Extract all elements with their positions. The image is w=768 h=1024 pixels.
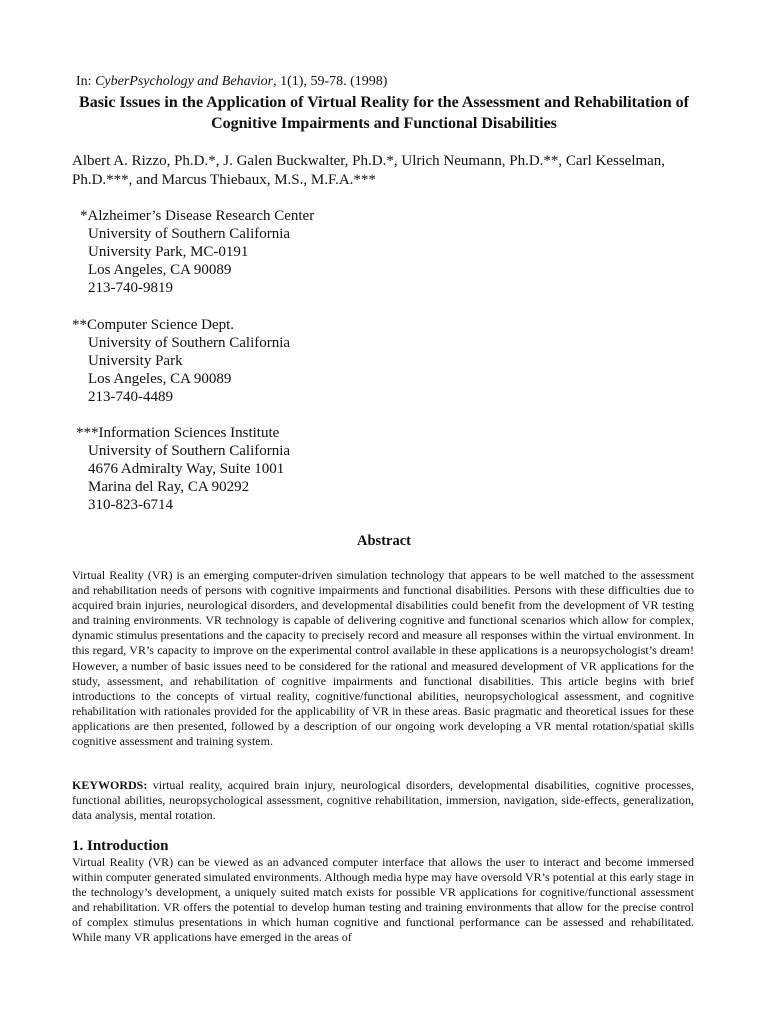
citation-line [76, 73, 387, 91]
journal-name: CyberPsychology and Behavior [95, 74, 274, 89]
affiliation-line: University of Southern California [88, 226, 291, 242]
affiliation-line: 4676 Admiralty Way, Suite 1001 [88, 461, 285, 477]
affiliation-line: 213-740-9819 [88, 280, 173, 296]
section-heading-introduction: 1. Introduction [72, 838, 169, 854]
author-list: Albert A. Rizzo, Ph.D.*, J. Galen Buckwalter, Ph.D.*, Ulrich Neumann, Ph.D.**, Carl Kesselman, Ph.D.***, and Marcus Thiebaux, M.S., M.F.A.*** [72, 153, 666, 188]
affiliation-1 [72, 207, 314, 297]
affiliation-name: **Computer Science Dept. [72, 317, 235, 333]
affiliation-line: University of Southern California [88, 443, 291, 459]
abstract-body: Virtual Reality (VR) is an emerging computer-driven simulation technology that appears to be well matched to the assessment and rehabilitation needs of persons with cognitive impairments and functional disabilities. Persons with these difficulties due to acquired brain injuries, neurological disorders, and developmental disabilities could benefit from the development of VR testing and training environments. VR technology is capable of delivering cognitive and functional scenarios which allow for complex, dynamic stimulus presentations and the capacity to precisely record and measure all responses within the virtual environment. In this regard, VR’s capacity to improve on the experimental control available in these applications is a neuropsychologist’s dream! However, a number of basic issues need to be considered for the rational and measured development of VR applications for the study, assessment, and rehabilitation of cognitive impairments and functional disabilities. This article begins with brief introductions to the concepts of virtual reality, cognitive/functional abilities, neuropsychological assessment, and cognitive rehabilitation with rationales provided for the applicability of VR in these areas. Basic pragmatic and theoretical issues for these applications are then presented, followed by a description of our ongoing work developing a VR mental rotation/spatial skills cognitive assessment and training system. [72, 568, 694, 749]
affiliation-line: 213-740-4489 [88, 389, 173, 405]
abstract-heading: Abstract [357, 533, 411, 549]
affiliation-3 [72, 424, 290, 514]
affiliation-line: Marina del Ray, CA 90292 [88, 479, 250, 495]
introduction-body: Virtual Reality (VR) can be viewed as an advanced computer interface that allows the user to interact and become immersed within computer generated simulated environments. Although media hype may have oversold VR’s potential at this early stage in the technology’s development, a uniquely suited match exists for possible VR applications for cognitive/functional assessment and rehabilitation. VR offers the potential to develop human testing and training environments that allow for the precise control of complex stimulus presentations in which human cognitive and functional performance can be assessed and rehabilitated. While many VR applications have emerged in the areas of [72, 855, 694, 945]
affiliation-2 [72, 316, 290, 406]
affiliation-name: *Alzheimer’s Disease Research Center [80, 208, 315, 224]
keywords-label: KEYWORDS: [72, 778, 148, 792]
citation-prefix: In: [76, 74, 96, 89]
affiliation-line: 310-823-6714 [88, 497, 173, 513]
keywords-paragraph [72, 778, 694, 823]
affiliation-line: Los Angeles, CA 90089 [88, 371, 232, 387]
affiliation-line: University Park, MC-0191 [88, 244, 249, 260]
affiliation-line: Los Angeles, CA 90089 [88, 262, 232, 278]
paper-title: Basic Issues in the Application of Virtual Reality for the Assessment and Rehabilitation of Cognitive Impairments and Functional Disabilities [79, 94, 689, 132]
affiliation-name: ***Information Sciences Institute [76, 425, 280, 441]
citation-details: , 1(1), 59-78. (1998) [273, 74, 388, 89]
keywords-text: virtual reality, acquired brain injury, neurological disorders, developmental disabilities, cognitive processes, functional abilities, neuropsychological assessment, cognitive rehabilitation, immersion, navigation, side-effects, generalization, data analysis, mental rotation. [72, 778, 694, 822]
affiliation-line: University of Southern California [88, 335, 291, 351]
affiliation-line: University Park [88, 353, 183, 369]
